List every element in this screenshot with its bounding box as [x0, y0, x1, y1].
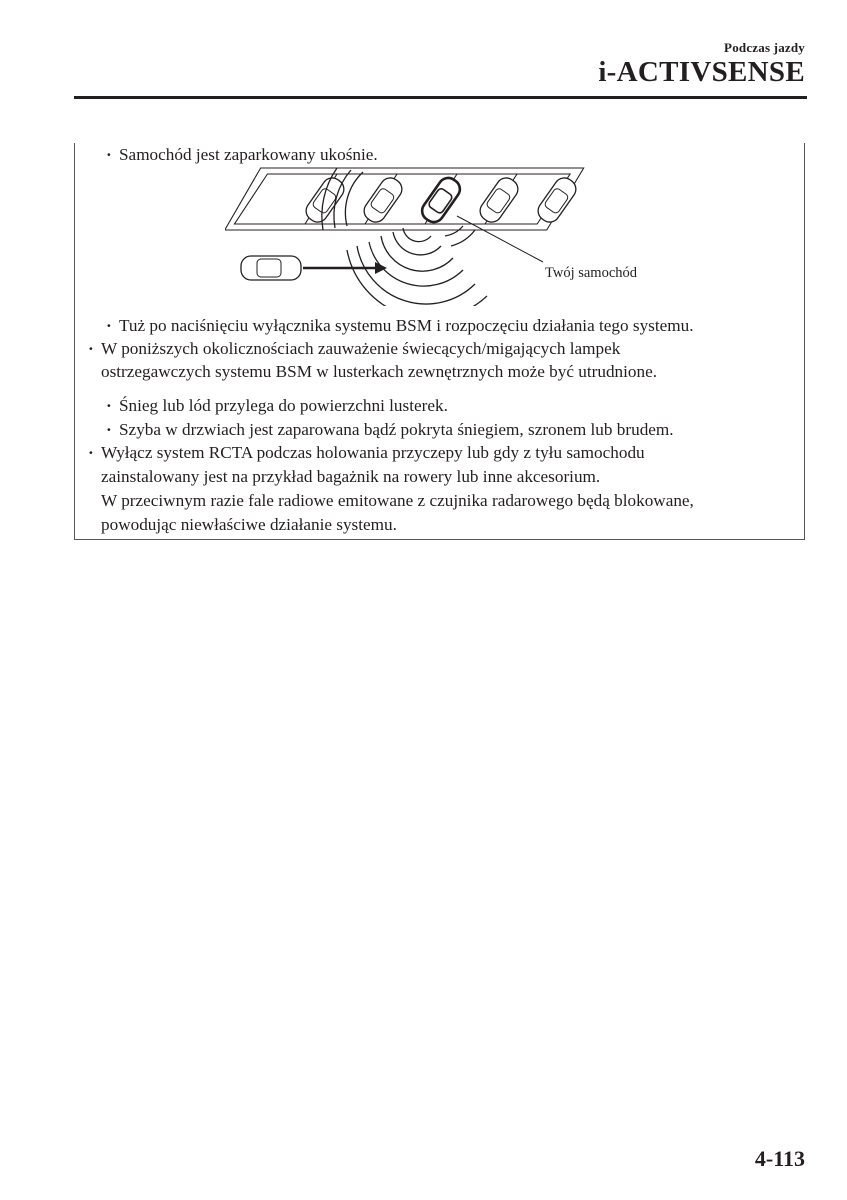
parking-lot-outline [225, 168, 584, 230]
sub-bullet-text: Szyba w drzwiach jest zaparowana bądź pokryta śniegiem, szronem lub brudem. [119, 420, 674, 439]
sub-bullet-snow-ice [106, 396, 448, 416]
header-rule [74, 96, 807, 99]
bullet-rcta-line-3: W przeciwnym razie fale radiowe emitowane z czujnika radarowego będą blokowane, [101, 491, 694, 510]
sub-bullet-bsm-activation [106, 316, 694, 336]
sub-bullet-text: Tuż po naciśnięciu wyłącznika systemu BSM i rozpoczęciu działania tego systemu. [119, 316, 694, 335]
own-car-icon [418, 174, 464, 226]
bullet-dot-icon: · [106, 316, 112, 335]
bullet-dot-icon: · [88, 443, 94, 462]
direction-arrow-icon [303, 262, 387, 274]
bullet-rcta-line-1 [88, 443, 645, 463]
bullet-rcta-line-2: zainstalowany jest na przykład bagażnik na rowery lub inne akcesorium. [101, 467, 601, 486]
figure-callout-label: Twój samochód [545, 265, 638, 281]
sub-bullet-diagonal-parking [106, 145, 378, 165]
sub-bullet-window-fogged [106, 420, 674, 440]
parked-car-2-icon [360, 174, 406, 226]
bullet-dot-icon: · [106, 420, 112, 439]
sub-bullet-text: Samochód jest zaparkowany ukośnie. [119, 145, 378, 164]
approaching-car-icon [241, 256, 301, 280]
page-number: 4-113 [754, 1146, 805, 1171]
bullet-visibility-line-1 [88, 339, 620, 359]
radar-waves-icon [322, 168, 487, 306]
bullet-text: Wyłącz system RCTA podczas holowania przyczepy lub gdy z tyłu samochodu [101, 443, 645, 462]
parked-car-4-icon [476, 174, 522, 226]
header-title: i-ACTIVSENSE [598, 56, 805, 88]
bullet-rcta-line-4: powodując niewłaściwe działanie systemu. [101, 515, 397, 534]
bullet-dot-icon: · [106, 396, 112, 415]
header-section-label: Podczas jazdy [724, 40, 805, 55]
parking-diagram [225, 166, 600, 306]
bullet-dot-icon: · [88, 339, 94, 358]
bullet-visibility-line-2: ostrzegawczych systemu BSM w lusterkach zewnętrznych może być utrudnione. [101, 362, 658, 381]
parked-car-5-icon [534, 174, 580, 226]
callout-leader-line [457, 216, 543, 262]
parked-car-1-icon [302, 174, 348, 226]
sub-bullet-text: Śnieg lub lód przylega do powierzchni lusterek. [119, 396, 448, 415]
bullet-text: W poniższych okolicznościach zauważenie świecących/migających lampek [101, 339, 621, 358]
bullet-dot-icon: · [106, 145, 112, 164]
